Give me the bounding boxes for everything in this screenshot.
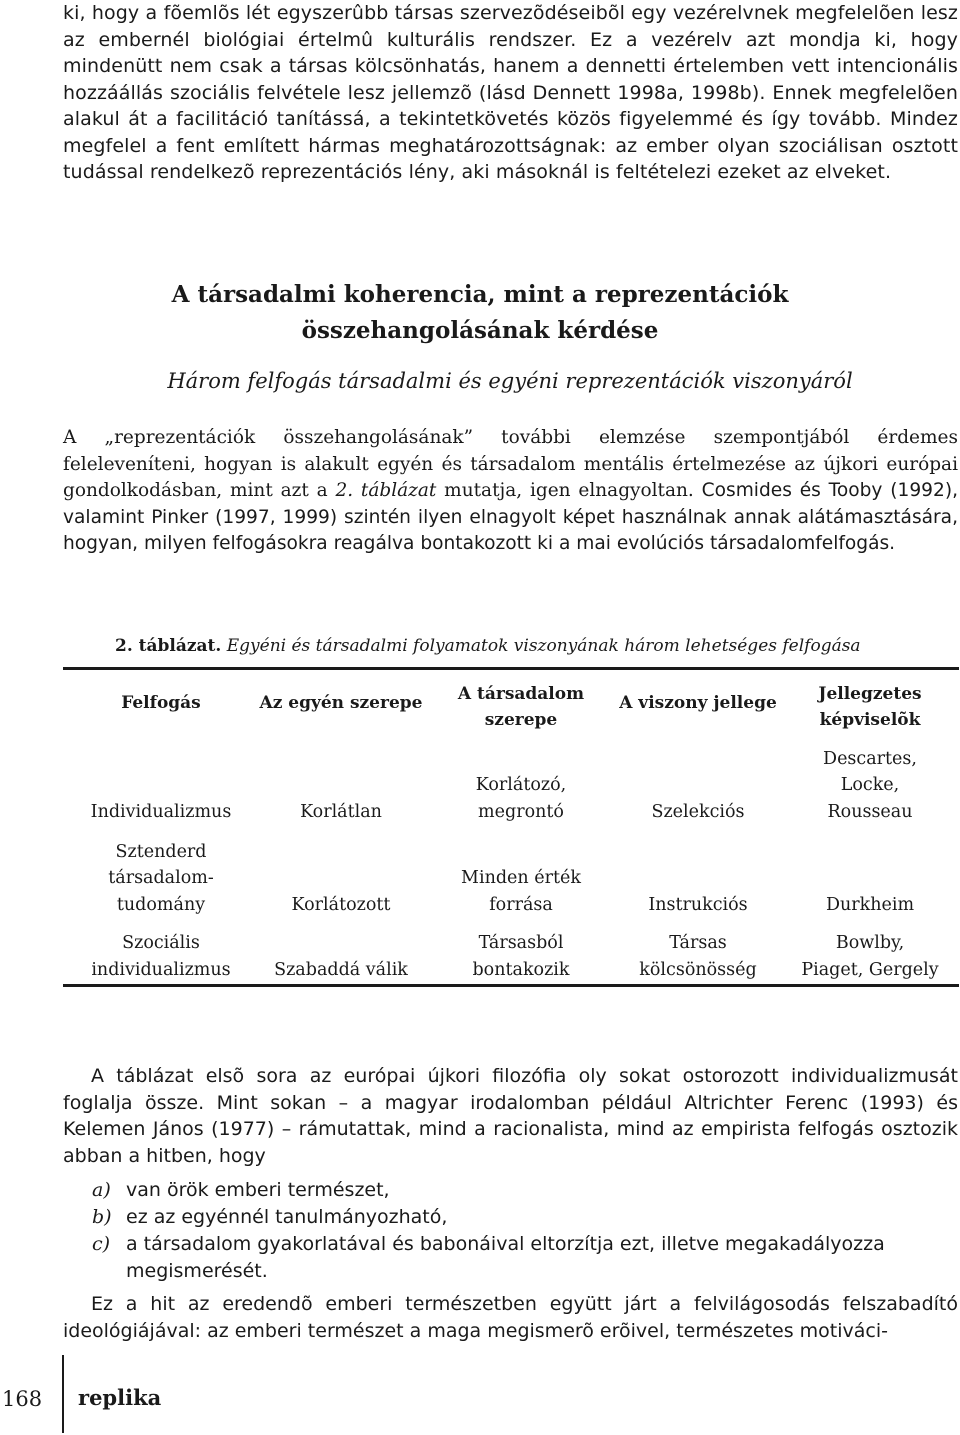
table-cell-line: Korlátozó, [475,775,567,795]
table-cell-line: Bowlby, [835,933,905,953]
list-item-label: a) [92,1179,111,1201]
table-caption-text: Egyéni és társadalmi folyamatok viszonyának három lehetséges felfogása [221,636,861,656]
paragraph-table-intro-text-b: mutatja, igen elnagyoltan. [436,480,694,501]
list-item-label: b) [92,1206,112,1228]
table-header-line: képviselõk [819,710,921,730]
section-heading-line-1: A társadalmi koherencia, mint a reprezentációk [171,281,789,308]
table-cell [421,930,621,983]
table-header-line: Jellegzetes [818,684,922,704]
footer-divider [62,1355,64,1433]
table-cell-line: individualizmus [91,959,231,980]
table-cell [770,746,960,826]
page-number: 168 [2,1387,43,1411]
table-cell-line: Durkheim [825,894,915,915]
table-caption [115,633,861,659]
list-item [92,1177,958,1204]
paragraph-intro: ki, hogy a fõemlõs lét egyszerûbb társas szervezõdéseibõl egy vezérelvnek megfelelõen lesz az embernél biológiai értelmû kulturális rendszer. Ez a vezérelv azt mondja ki, hogy mindenütt nem csak a társas kölcsönhatás, hanem a dennetti értelemben vett intencionális hozzáállás szociális felvétele lesz jellemzõ (lásd Dennett 1998a, 1998b). Ennek megfelelõen alakul át a facilitáció tanítássá, a tekintetkövetés közös figyelemmé és így tovább. Mindez megfelel a fent említett hármas meghatározottságnak: az ember olyan szociálisan osztott tudással rendelkezõ reprezentációs lény, aki másoknál is feltételezi ezeket az elveket. [63,2,958,183]
table-cell-line: Korlátozott [291,894,391,915]
section-subheading: Három felfogás társadalmi és egyéni reprezentációk viszonyáról [167,369,853,393]
table-header-line: A társadalom [457,684,585,704]
table-cell [241,957,441,984]
table-header-cell [61,690,261,716]
table-cell-line: Társasból [478,933,564,953]
table-cell-line: kölcsönösség [639,959,757,980]
table-header-line: A viszony jellege [619,693,777,713]
table-cell-line: Individualizmus [90,801,232,822]
table-cell-line: forrása [489,894,553,915]
table-cell [61,930,261,983]
table-cell-line: Piaget, Gergely [801,959,939,980]
section-heading [0,277,960,349]
paragraph-table-intro [63,425,958,558]
table-header-cell [241,690,441,716]
paragraph-discussion: A táblázat elsõ sora az európai újkori filozófia oly sokat ostorozott individualizmusát foglalja össze. Mint sokan – a magyar irodalomban például Altrichter Ferenc (1993) és Kelemen János (1977) – rámutattak, mind a racionalista, mind az empirista felfogás osztozik abban a hitben, hogy [63,1065,958,1167]
table-cell-line: Szociális [122,933,200,953]
table-cell-line: Rousseau [827,801,913,822]
table-cell [598,799,798,826]
table-header-cell [770,681,960,733]
table-cell-line: Szabaddá válik [274,959,408,980]
paragraph-closing: Ez a hit az eredendõ emberi természetben együtt járt a felvilágosodás felszabadító ideológiájával: az emberi természet a maga megismerõ erõivel, természetes motiváci- [63,1293,958,1342]
list-item-text: a társadalom gyakorlatával és babonáival eltorzítja ezt, illetve megakadályozza megismerését. [126,1233,885,1282]
list-item-text: van örök emberi természet, [126,1179,390,1201]
table-cell-line: Instrukciós [648,894,748,915]
list-item-text: ez az egyénnél tanulmányozható, [126,1206,448,1228]
section-heading-line-2: összehangolásának kérdése [301,317,659,344]
table-top-rule [63,667,959,670]
list-item-label: c) [92,1233,111,1255]
list-item [92,1231,958,1284]
table-header-line: szerepe [484,710,558,730]
list-item [92,1204,958,1231]
table-cell [241,892,441,919]
table-cell [421,865,621,918]
table-cell [598,930,798,983]
table-cell-line: Locke, [840,775,900,795]
table-header-line: Az egyén szerepe [259,693,423,713]
table-cell [61,799,261,826]
table-cell-line: bontakozik [472,959,570,980]
table-header-cell [421,681,621,733]
table-cell-line: Sztenderd [115,841,207,862]
table-cell [598,892,798,919]
table-cell-line: Descartes, [823,748,917,769]
table-cell-line: Korlátlan [300,801,382,822]
table-caption-label: 2. táblázat. [115,636,222,656]
table-cell [421,772,621,825]
table-cell [770,930,960,983]
table-cell-line: megrontó [478,801,564,822]
table-bottom-rule [63,984,959,987]
table-cell-line: Minden érték [461,868,581,888]
table-cell [770,892,960,919]
paragraph-table-intro-text-c: Cosmides és Tooby (1992), valamint Pinker (1997, 1999) szintén ilyen elnagyolt képet használnak annak alátámasztására, hogyan, milyen felfogásokra reagálva bontakozott ki a mai evolúciós társadalomfelfogás. [63,480,959,554]
table-cell-line: tudomány [116,894,206,915]
table-cell-line: társadalom- [108,868,214,888]
table-cell-line: Társas [669,933,727,953]
table-header-cell [598,690,798,716]
table-reference: 2. táblázat [335,480,437,501]
table-cell [61,839,261,919]
table-cell [241,799,441,826]
paragraph-table-intro-text-a: A „reprezentációk összehangolásának” további elemzése szempontjából érdemes feleleveníteni, hogyan is alakult egyén és társadalom mentális értelmezése az újkori európai gondolkodásban, mint azt a [63,427,958,501]
table-cell-line: Szelekciós [651,801,745,822]
journal-title: replika [78,1385,162,1410]
table-header-line: Felfogás [121,693,201,713]
